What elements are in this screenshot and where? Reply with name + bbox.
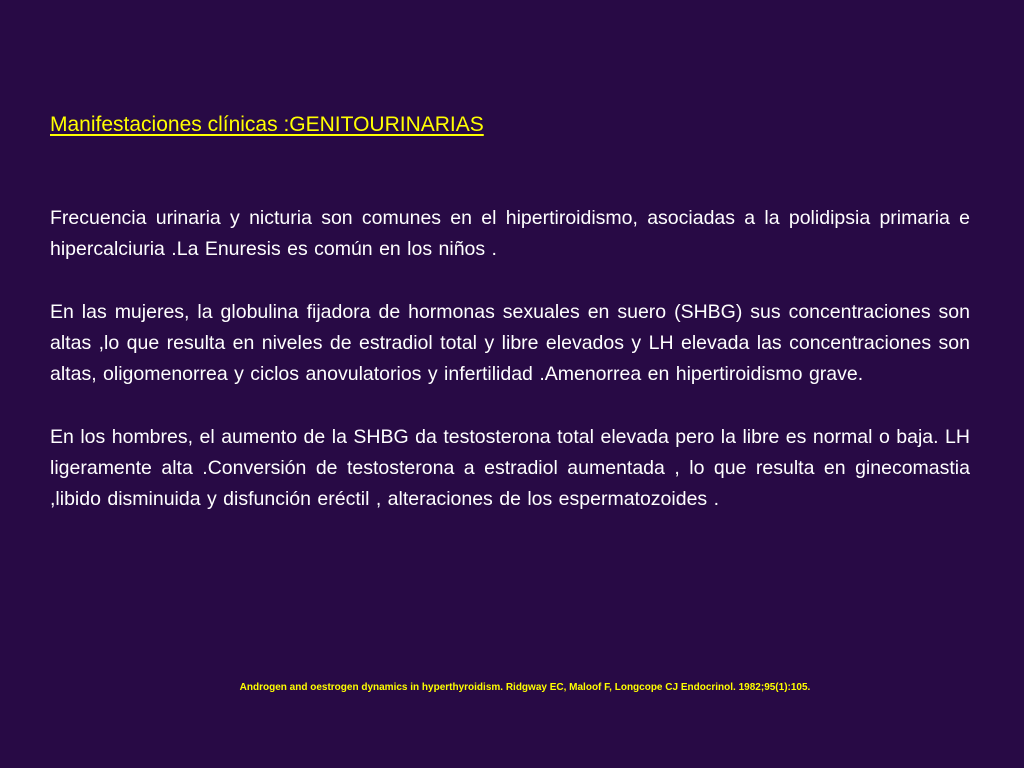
slide-body [50, 203, 970, 547]
citation-reference: Androgen and oestrogen dynamics in hyperthyroidism. Ridgway EC, Maloof F, Longcope CJ Endocrinol. 1982;95(1):105. [239, 682, 811, 693]
paragraph-genitourinary-symptoms: Frecuencia urinaria y nicturia son comunes en el hipertiroidismo, asociadas a la polidipsia primaria e hipercalciuria .La Enuresis es común en los niños . [50, 207, 970, 260]
paragraph-men: En los hombres, el aumento de la SHBG da testosterona total elevada pero la libre es normal o baja. LH ligeramente alta .Conversión de testosterona a estradiol aumentada , lo que resulta en ginecomastia ,libido disminuida y disfunción eréctil , alteraciones de los espermatozoides . [50, 426, 970, 510]
slide-title: Manifestaciones clínicas :GENITOURINARIAS [50, 113, 484, 136]
paragraph-women: En las mujeres, la globulina fijadora de hormonas sexuales en suero (SHBG) sus concentraciones son altas ,lo que resulta en niveles de estradiol total y libre elevados y LH elevada las concentraciones son altas, oligomenorrea y ciclos anovulatorios y infertilidad .Amenorrea en hipertiroidismo grave. [50, 301, 970, 385]
